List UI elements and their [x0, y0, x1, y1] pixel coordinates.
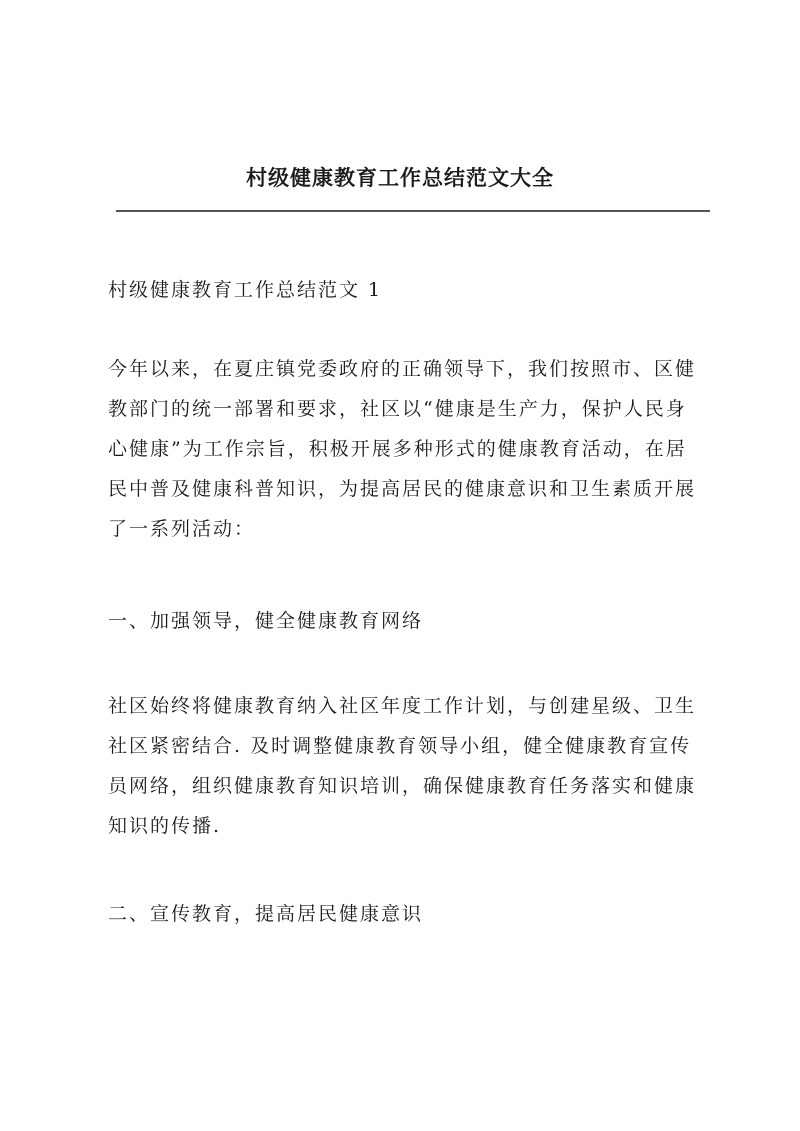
paragraph-line: 心健康”为工作宗旨，积极开展多种形式的健康教育活动，在居	[108, 438, 687, 460]
heading-text: 一、加强领导，健全健康教育网络	[108, 610, 424, 632]
heading-text: 二、宣传教育，提高居民健康意识	[108, 903, 424, 925]
document-title: 村级健康教育工作总结范文大全	[246, 165, 554, 190]
paragraph-line: 社区始终将健康教育纳入社区年度工作计划，与创建星级、卫生	[108, 695, 697, 717]
title-divider	[116, 210, 710, 212]
paragraph-line: 民中普及健康科普知识，为提高居民的健康意识和卫生素质开展	[108, 478, 697, 500]
section-heading-1	[108, 601, 712, 641]
paragraph-intro	[108, 349, 712, 549]
paragraph-line: 教部门的统一部署和要求，社区以“健康是生产力，保护人民身	[108, 398, 687, 420]
paragraph-line: 知识的传播.	[108, 815, 222, 837]
paragraph-line: 今年以来，在夏庄镇党委政府的正确领导下，我们按照市、区健	[108, 358, 697, 380]
paragraph-line: 了一系列活动：	[108, 518, 256, 540]
subtitle-text: 村级健康教育工作总结范文 1	[108, 279, 383, 301]
paragraph-leadership	[108, 686, 712, 846]
paragraph-line: 员网络，组织健康教育知识培训，确保健康教育任务落实和健康	[108, 775, 697, 797]
section-subtitle	[108, 270, 712, 310]
section-heading-2	[108, 894, 712, 934]
paragraph-line: 社区紧密结合. 及时调整健康教育领导小组，健全健康教育宣传	[108, 735, 692, 757]
